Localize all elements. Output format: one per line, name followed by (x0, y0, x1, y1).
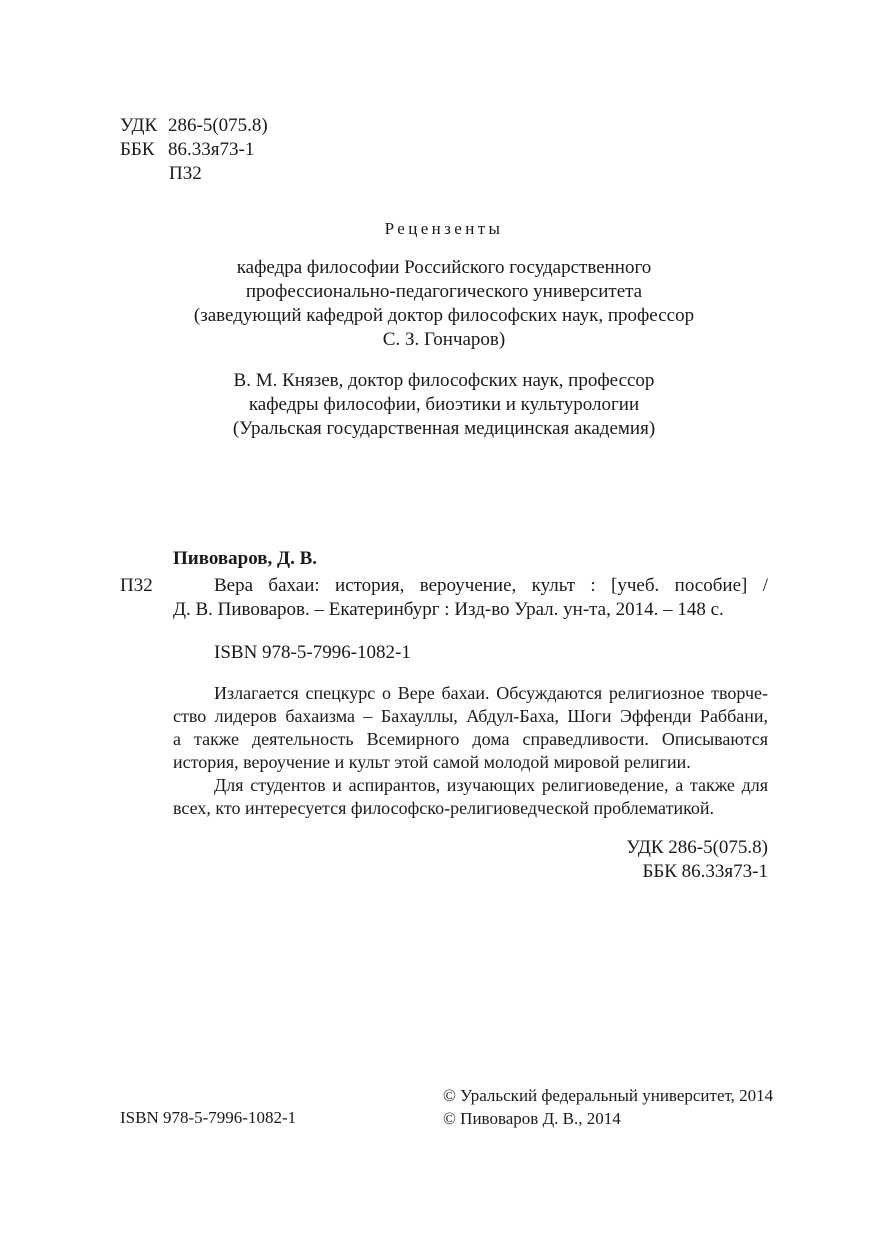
reviewer-1-line: кафедра философии Российского государственного (236, 257, 652, 278)
abstract (173, 682, 768, 820)
reviewer-1-line: С. З. Гончаров) (382, 329, 506, 350)
udk-value: 286-5(075.8) (168, 115, 268, 136)
bibliographic-description (173, 574, 768, 622)
copyrights (443, 1085, 773, 1131)
author-heading: Пивоваров, Д. В. (173, 548, 317, 569)
abstract-line: Для студентов и аспирантов, изучающих религиоведение, а также для (214, 775, 768, 795)
reviewer-2-line: (Уральская государственная медицинская академия) (232, 418, 656, 439)
bbk-row (120, 138, 268, 162)
isbn-footer: ISBN 978-5-7996-1082-1 (120, 1108, 297, 1127)
abstract-line: всех, кто интересуется философско-религиоведческой проблематикой. (173, 798, 715, 818)
bbk-value: 86.33я73-1 (168, 139, 255, 160)
biblio-line-2: Д. В. Пивоваров. – Екатеринбург : Изд-во Урал. ун-та, 2014. – 148 с. (173, 599, 724, 620)
bbk-label: ББК (120, 139, 155, 160)
reviewer-1-line: профессионально-педагогического университета (245, 281, 643, 302)
bbk-line: ББК 86.33я73-1 (642, 861, 768, 882)
copyright-publisher: © Уральский федеральный университет, 2014 (443, 1086, 774, 1105)
udk-line: УДК 286-5(075.8) (626, 837, 768, 858)
classification-block (120, 114, 268, 186)
classification-right (626, 836, 768, 884)
abstract-line: Излагается спецкурс о Вере бахаи. Обсуждаются религиозное творче- (214, 683, 768, 703)
abstract-line: а также деятельность Всемирного дома справедливости. Описываются (173, 729, 768, 749)
reviewer-2-line: кафедры философии, биоэтики и культурологии (248, 394, 640, 415)
reviewer-1-line: (заведующий кафедрой доктор философских наук, профессор (193, 305, 695, 326)
abstract-line: ство лидеров бахаизма – Бахауллы, Абдул-Баха, Шоги Эффенди Раббани, (173, 706, 768, 726)
copyright-author: © Пивоваров Д. В., 2014 (443, 1109, 621, 1128)
udk-row (120, 114, 268, 138)
reviewers-title: Рецензенты (384, 219, 504, 238)
reviewer-1 (0, 256, 875, 352)
author-mark: П32 (169, 163, 202, 184)
isbn-main: ISBN 978-5-7996-1082-1 (214, 642, 411, 663)
reviewer-2 (0, 369, 875, 441)
biblio-line-1: Вера бахаи: история, вероучение, культ : [учеб. пособие] / (214, 575, 768, 596)
catalog-mark: П32 (120, 575, 153, 596)
abstract-line: история, вероучение и культ этой самой молодой мировой религии. (173, 752, 691, 772)
reviewer-2-line: В. М. Князев, доктор философских наук, профессор (233, 370, 655, 391)
udk-label: УДК (120, 115, 158, 136)
